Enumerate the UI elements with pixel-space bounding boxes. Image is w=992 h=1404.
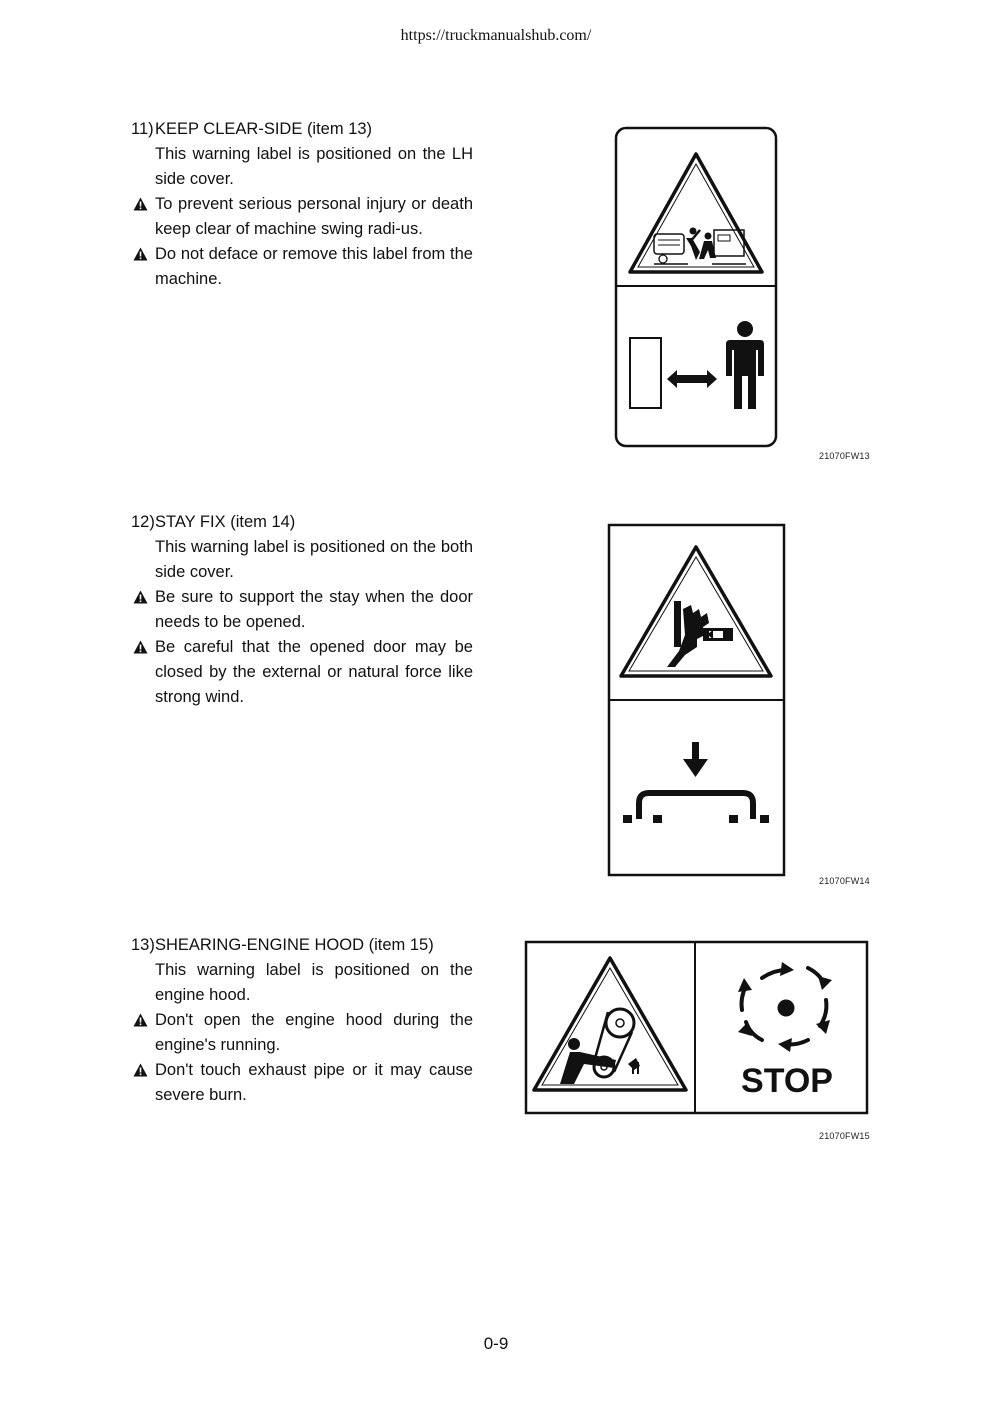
section-number: 13): [131, 936, 155, 954]
warning-triangle-icon: [133, 640, 148, 654]
figure-code: 21070FW14: [819, 876, 870, 886]
warning-text: Don't touch exhaust pipe or it may cause severe burn.: [155, 1061, 473, 1104]
section-title: STAY FIX: [155, 513, 226, 531]
section-description: This warning label is positioned on the both side cover.: [155, 538, 473, 581]
figure-code: 21070FW15: [819, 1131, 870, 1141]
warning-text: Do not deface or remove this label from the machine.: [155, 245, 473, 288]
section-description: This warning label is positioned on the engine hood.: [155, 961, 473, 1004]
warning-item: [131, 1008, 473, 1058]
warning-text: Be careful that the opened door may be closed by the external or natural force like strong wind.: [155, 638, 473, 706]
section-number: 12): [131, 513, 155, 531]
section-title: KEEP CLEAR-SIDE: [155, 120, 303, 138]
section-item-ref: (item 14): [230, 513, 296, 531]
source-url[interactable]: https://truckmanualshub.com/: [400, 27, 592, 44]
warning-text: Don't open the engine hood during the engine's running.: [155, 1011, 473, 1054]
page-number: 0-9: [483, 1334, 509, 1353]
shearing-engine-hood-label: [524, 940, 870, 1116]
warning-triangle-icon: [133, 1063, 148, 1077]
warning-item: [131, 192, 473, 242]
section-stay-fix: [131, 510, 473, 710]
warning-item: [131, 1058, 473, 1108]
section-item-ref: (item 13): [306, 120, 373, 138]
section-heading: [131, 510, 473, 535]
section-shearing-engine-hood: [131, 933, 473, 1108]
section-heading: [131, 933, 473, 958]
warning-text: To prevent serious personal injury or death keep clear of machine swing radi-us.: [155, 195, 473, 238]
section-heading: [131, 117, 473, 142]
warning-item: [131, 635, 473, 710]
warning-text: Be sure to support the stay when the door needs to be opened.: [155, 588, 473, 631]
section-item-ref: (item 15): [368, 936, 434, 954]
warning-triangle-icon: [133, 247, 148, 261]
stay-fix-label: [607, 523, 787, 878]
warning-item: [131, 242, 473, 292]
section-title: SHEARING-ENGINE HOOD: [155, 936, 365, 954]
section-number: 11): [131, 120, 154, 138]
figure-code: 21070FW13: [819, 451, 870, 461]
section-description: This warning label is positioned on the LH side cover.: [155, 145, 473, 188]
warning-triangle-icon: [133, 590, 148, 604]
keep-clear-side-label: [614, 126, 779, 449]
warning-triangle-icon: [133, 197, 148, 211]
stop-text: STOP: [741, 1062, 833, 1100]
warning-item: [131, 585, 473, 635]
section-keep-clear-side: [131, 117, 473, 292]
warning-triangle-icon: [133, 1013, 148, 1027]
